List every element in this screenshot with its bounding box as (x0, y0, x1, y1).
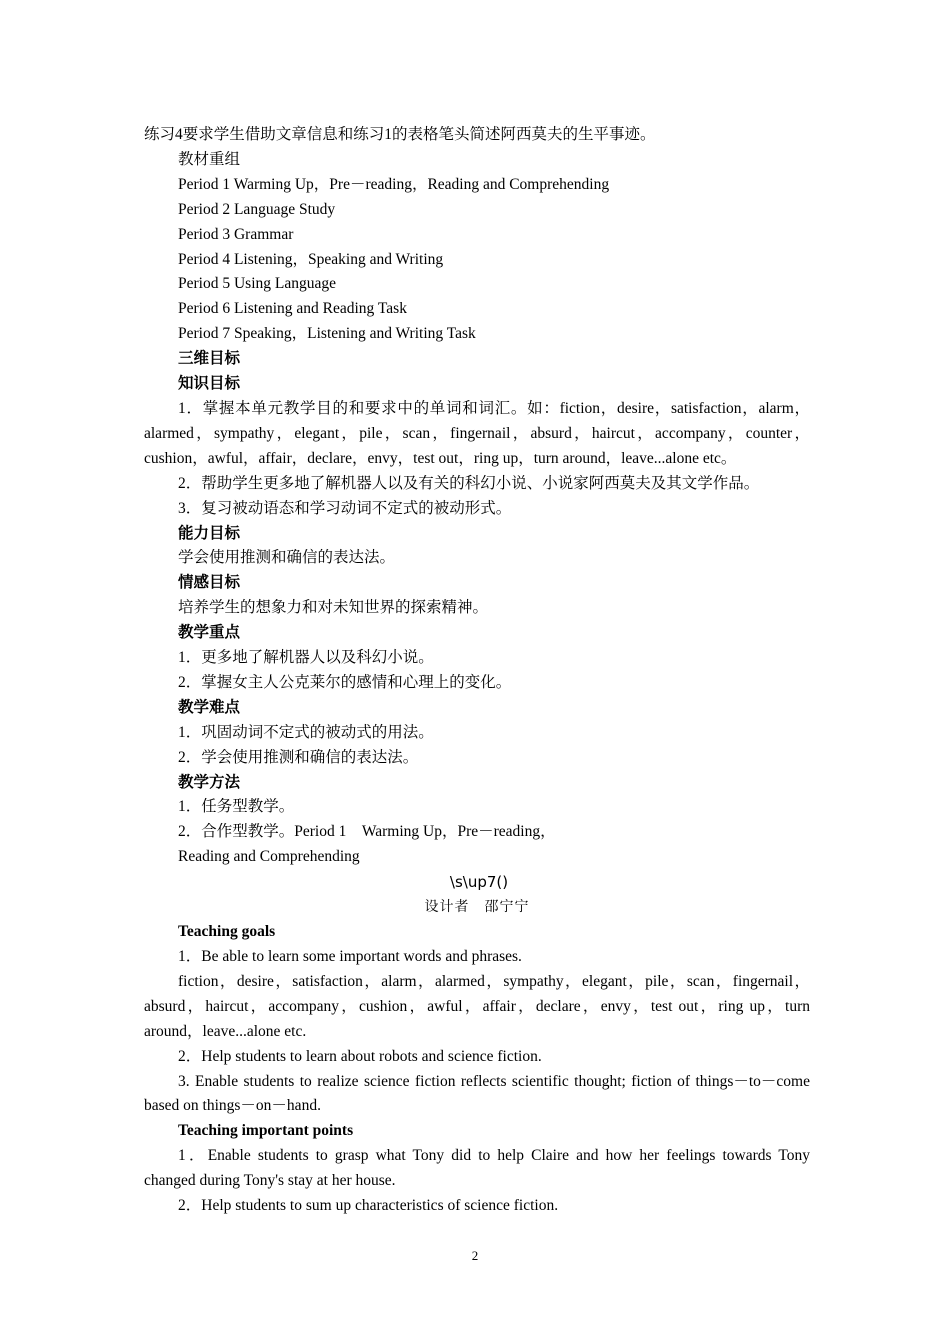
list-item: 2．学会使用推测和确信的表达法。 (178, 748, 419, 766)
section-heading: 教学方法 (178, 773, 241, 791)
list-item: 2．掌握女主人公克莱尔的感情和心理上的变化。 (178, 673, 512, 691)
section-heading: 教材重组 (178, 150, 241, 168)
text-line: Reading and Comprehending (178, 848, 360, 866)
period-item: Period 5 Using Language (178, 275, 336, 293)
period-item: Period 3 Grammar (178, 225, 294, 243)
text-line: 学会使用推测和确信的表达法。 (178, 549, 396, 567)
section-heading: 教学难点 (178, 698, 241, 716)
page-number: 2 (471, 1248, 479, 1263)
period-item: Period 2 Language Study (178, 200, 336, 218)
section-heading: Teaching goals (178, 923, 276, 941)
list-item: 2．Help students to sum up characteristics of science fiction. (178, 1197, 559, 1215)
list-item: 2．帮助学生更多地了解机器人以及有关的科幻小说、小说家阿西莫夫及其文学作品。 (178, 474, 760, 492)
period-item: Period 1 Warming Up，Pre－reading，Reading and Comprehending (178, 175, 610, 193)
section-heading: Teaching important points (178, 1122, 354, 1140)
list-item: 3．复习被动语态和学习动词不定式的被动形式。 (178, 499, 512, 517)
list-item: 1．巩固动词不定式的被动式的用法。 (178, 723, 434, 741)
text-line: 培养学生的想象力和对未知世界的探索精神。 (178, 599, 489, 617)
list-paragraph: 1．Enable students to grasp what Tony did to help Claire and how her feelings towards Tony changed during Tony's stay at her house. (144, 1147, 810, 1190)
vocab-paragraph: fiction，desire，satisfaction，alarm，alarmed，sympathy，elegant，pile，scan，fingernail，absurd，haircut，accompany，cushion，awful，affair，declare，envy，test out，ring up，turn around，leave...alone etc. (144, 972, 810, 1040)
section-heading: 三维目标 (178, 350, 241, 368)
section-heading: 教学重点 (178, 624, 241, 642)
period-item: Period 6 Listening and Reading Task (178, 300, 407, 318)
period-item: Period 4 Listening，Speaking and Writing (178, 250, 444, 268)
list-item: 1．任务型教学。 (178, 798, 295, 816)
list-item: 1．更多地了解机器人以及科幻小说。 (178, 649, 434, 667)
list-item: 2．Help students to learn about robots and science fiction. (178, 1047, 542, 1065)
designer-line: 设计者 邵宁宁 (424, 899, 530, 916)
page-content (144, 123, 810, 1219)
list-paragraph: 3. Enable students to realize science fiction reflects scientific thought; fiction of things－to－come based on things－on－hand. (144, 1072, 810, 1115)
list-item: 2．合作型教学。Period 1 Warming Up，Pre－reading， (178, 823, 556, 841)
vocab-paragraph: 1．掌握本单元教学目的和要求中的单词和词汇。如：fiction，desire，satisfaction，alarm，alarmed，sympathy，elegant，pile，scan，fingernail，absurd，haircut，accompany，counter，cushion，awful，affair，declare，envy，test out，ring up，turn around，leave...alone etc。 (144, 399, 810, 467)
section-heading: 知识目标 (178, 375, 241, 393)
field-code: \s\up7() (449, 873, 509, 892)
text-line: 练习4要求学生借助文章信息和练习1的表格笔头简述阿西莫夫的生平事迹。 (144, 126, 656, 143)
list-item: 1．Be able to learn some important words and phrases. (178, 948, 522, 965)
period-item: Period 7 Speaking，Listening and Writing Task (178, 325, 476, 343)
section-heading: 能力目标 (178, 524, 241, 542)
section-heading: 情感目标 (178, 574, 241, 592)
